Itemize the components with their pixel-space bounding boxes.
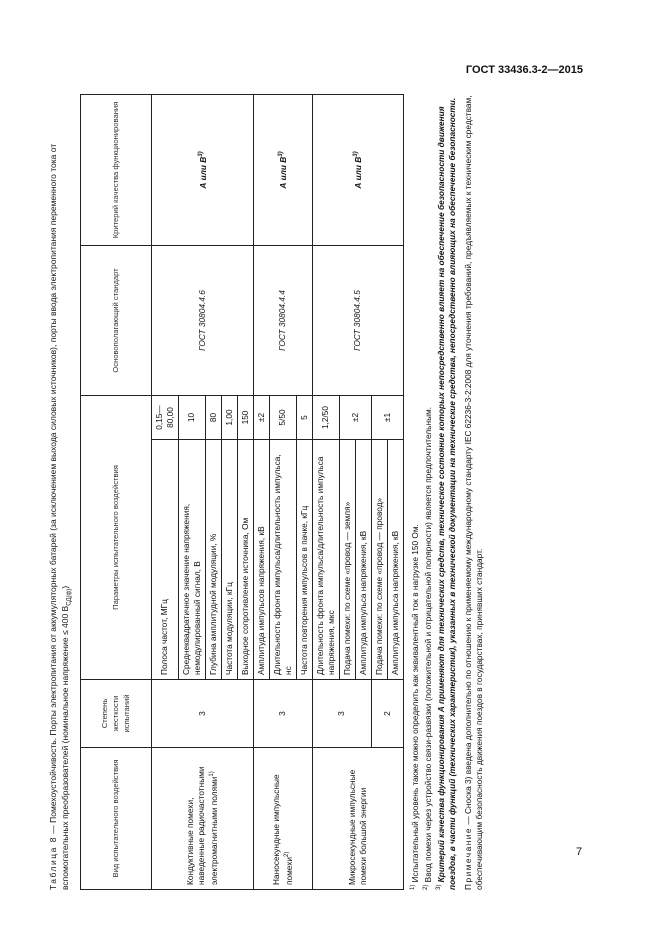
g3-value-amp-a: ±2 [339, 396, 371, 440]
g1-param-3: Частота модуляции, кГц [221, 440, 237, 680]
g3-value-amp-b: ±1 [371, 396, 403, 440]
g3-standard: ГОСТ 30804.4.5 [312, 246, 403, 396]
g2-criterion: А или $В^{3)}$ [253, 95, 312, 246]
table-row [312, 95, 339, 890]
caption-lead: Таблица 8 [48, 836, 58, 890]
document-header: ГОСТ 33436.3-2—2015 [465, 64, 583, 76]
note-1: $^{1)}$ Испытательный уровень также можно определить как эквивалентный ток в нагрузке 150 Ом. [409, 524, 420, 890]
g1-value-3: 1,00 [221, 396, 237, 440]
g2-param-0: Амплитуда импульсов напряжения, кВ [253, 440, 269, 680]
g3-severity-b: 2 [371, 680, 403, 748]
g2-value-2: 5 [296, 396, 312, 440]
header-kind: Вид испытательного воздействия [80, 748, 151, 890]
g2-param-1: Длительность фронта импульса/длительность импульса, нс [269, 440, 296, 680]
header-standard: Основополагающий стандарт [80, 246, 151, 396]
note-2: $^{2)}$ Ввод помехи через устройство связи-развязки (положительной и отрицательной полярности) является предпочтительным. [422, 406, 433, 890]
g1-criterion: А или $В^{3)}$ [151, 95, 253, 246]
caption-text: — Помехоустойчивость. Порты электропитания от аккумуляторных батарей (за исключением выхода силовых источников), порты ввода электропитания переменного тока от вспомогательных преобразователей (номинальное напряжение ≤ 400 В [48, 143, 70, 890]
header-severity: Степень жесткости испытаний [80, 680, 151, 748]
g3-param-front: Длительность фронта импульса/длительность импульса напряжения, мкс [312, 440, 339, 680]
g3-severity-a: 3 [312, 680, 371, 748]
g3-criterion: А или $В^{3)}$ [312, 95, 403, 246]
g3-param-feed-b: Подача помехи: по схеме «провод — провод» [371, 440, 387, 680]
g1-value-1: 10 [178, 396, 205, 440]
table-caption [47, 95, 76, 890]
page-number: 7 [576, 846, 583, 858]
g3-param-amp-b: Амплитуда импульса напряжения, кВ [387, 440, 403, 680]
g2-standard: ГОСТ 30804.4.4 [253, 246, 312, 396]
caption-close: ) [60, 585, 70, 589]
g2-value-0: ±2 [253, 396, 269, 440]
g1-value-2: 80 [205, 396, 221, 440]
g1-param-4: Выходное сопротивление источника, Ом [237, 440, 253, 680]
g3-param-feed-a: Подача помехи: по схеме «провод — земля» [339, 440, 355, 680]
g1-param-0: Полоса частот, МГц [151, 440, 178, 680]
g2-severity: 3 [253, 680, 312, 748]
note-remark: Примечание — Сноска 3) введена дополнительно по отношению к применяемому международному стандарту IEC 62236-3-2:2008 для уточнения требований, предъявляемых к техническим средствам, обеспечивающим безопасность движения поездов в государствах, принявших стандарт. [462, 95, 485, 890]
g1-severity: 3 [151, 680, 253, 748]
rotated-content [45, 95, 575, 890]
g1-standard: ГОСТ 30804.4.6 [151, 246, 253, 396]
g3-value-front: 1,2/50 [312, 396, 339, 440]
table-notes [408, 95, 486, 890]
g1-value-0: 0,15—80,00 [151, 396, 178, 440]
caption-subscript: СД(ф) [66, 588, 73, 606]
table-row [151, 95, 178, 890]
g3-kind: Микросекундные импульсные помехи большой энергии [312, 748, 403, 890]
g3-param-amp-a: Амплитуда импульса напряжения, кВ [355, 440, 371, 680]
g2-value-1: 5/50 [269, 396, 296, 440]
g2-kind: Наносекундные импульсные помехи$^{2)}$ [253, 748, 312, 890]
header-params: Параметры испытательного воздействия [80, 396, 151, 680]
g1-value-4: 150 [237, 396, 253, 440]
header-criterion: Критерий качества функционирования [80, 95, 151, 246]
g1-param-2: Глубина амплитудной модуляции, % [205, 440, 221, 680]
g1-kind: Кондуктивные помехи, наведенные радиочастотными электромагнитными полями$^{1)}$ [151, 748, 253, 890]
note-3: $^{3)}$ Критерий качества функционирования А применяют для технических средств, техническое состояние которых непосредственно влияет на обеспечение безопасности движения поездов, в части функций (технических характеристик), указанных в технической документации на технические средства, непосредственно влияющих на обеспечение безопасности. [435, 97, 458, 890]
g2-param-2: Частота повторения импульсов в пачке, кГц [296, 440, 312, 680]
g1-param-1: Среднеквадратичное значение напряжения, немодулированный сигнал, В [178, 440, 205, 680]
table-header-row [80, 95, 151, 890]
immunity-table [80, 94, 404, 890]
table-row [253, 95, 269, 890]
